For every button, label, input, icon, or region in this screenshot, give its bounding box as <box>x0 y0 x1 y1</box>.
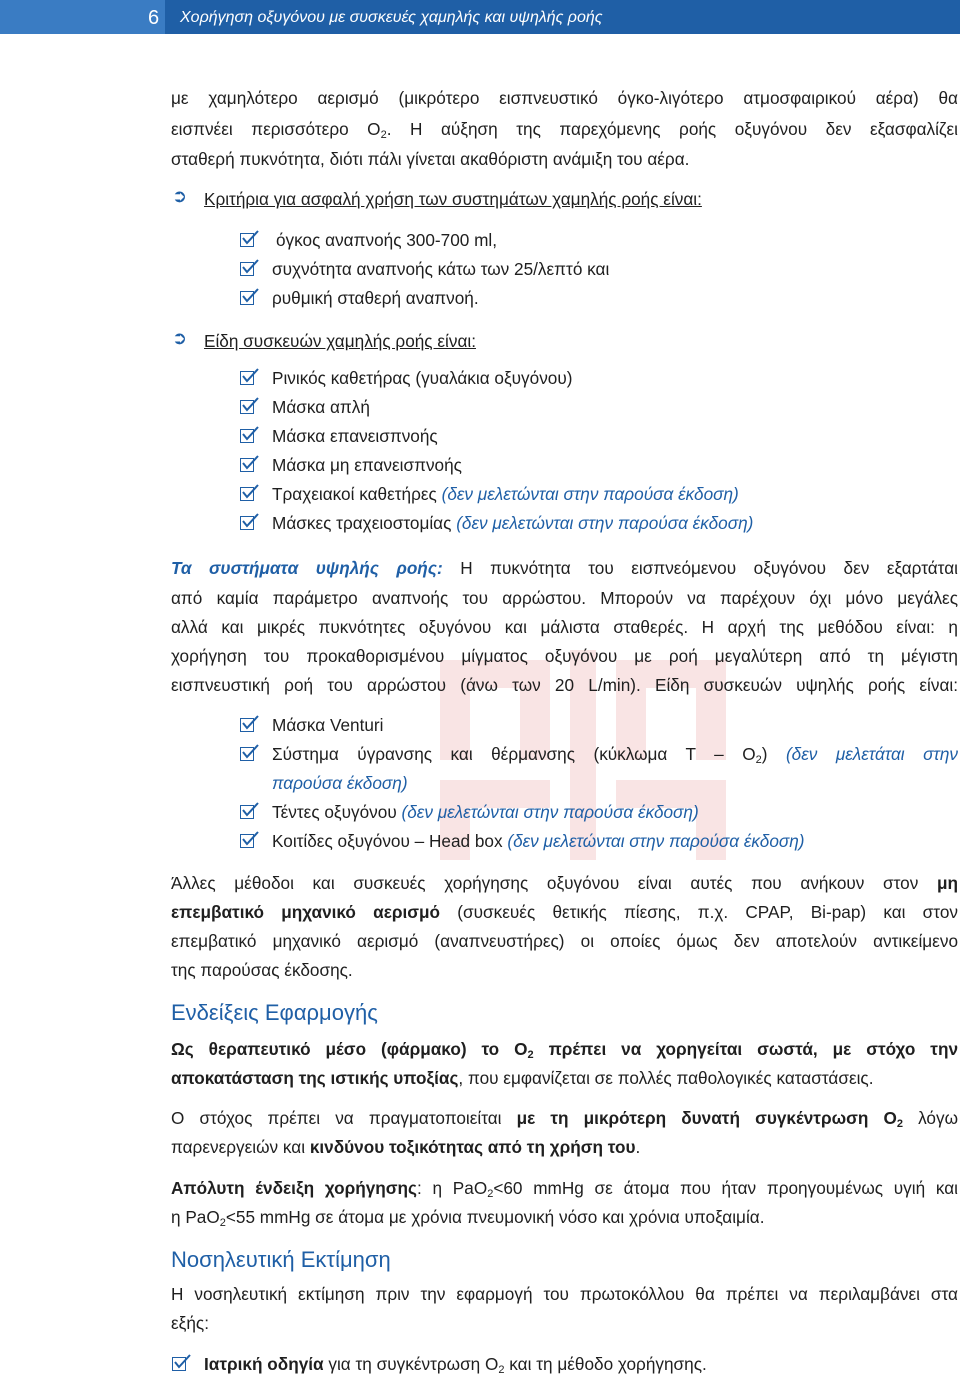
page-header <box>0 0 960 34</box>
low-flow-item: Μάσκα απλή <box>272 397 370 417</box>
high-flow-item: Κοιτίδες οξυγόνου – Head box (δεν μελετώνται στην παρούσα έκδοση) <box>272 831 805 851</box>
indications-p2-line-1: Ο στόχος πρέπει να πραγματοποιείται με τη μικρότερη δυνατή συγκέντρωση $O_2$ λόγω <box>171 1108 958 1130</box>
high-flow-item-note: παρούσα έκδοση) <box>272 773 408 793</box>
page-number: 6 <box>148 7 160 29</box>
checkbox-icon <box>240 516 254 530</box>
high-flow-line-5: εισπνευστική ροή του αρρώστου (άνω των 20 L/min). Είδη συσκευών υψηλής ροής είναι: <box>171 675 958 695</box>
low-flow-item: Ρινικός καθετήρας (γυαλάκια οξυγόνου) <box>272 368 573 388</box>
other-line-2: επεμβατικό μηχανικό αερισμό (συσκευές θετικής πίεσης, π.χ. CPAP, Bi-pap) και στον <box>171 902 958 922</box>
criteria-item: όγκος αναπνοής 300-700 ml, <box>276 230 498 250</box>
arrow-bullet-icon: ➲ <box>172 328 188 348</box>
high-flow-item: Μάσκα Venturi <box>272 715 384 735</box>
section-heading: Νοσηλευτική Εκτίμηση <box>171 1247 391 1272</box>
low-flow-item: Τραχειακοί καθετήρες (δεν μελετώνται στην παρούσα έκδοση) <box>272 484 739 504</box>
other-line-4: της παρούσας έκδοσης. <box>171 960 353 980</box>
indications-p1-line-1: Ως θεραπευτικό μέσο (φάρμακο) το $O_2$ πρέπει να χορηγείται σωστά, με στόχο την <box>171 1039 958 1061</box>
criteria-heading: Κριτήρια για ασφαλή χρήση των συστημάτων χαμηλής ροής είναι: <box>204 189 702 209</box>
indications-p1-line-2: αποκατάσταση της ιστικής υποξίας, που εμφανίζεται σε πολλές παθολογικές καταστάσεις. <box>171 1068 874 1088</box>
checkbox-icon <box>172 1357 186 1371</box>
checkbox-icon <box>240 262 254 276</box>
high-flow-line-4: χορήγηση του προκαθορισμένου μίγματος οξυγόνου με ροή μεγαλύτερη από τη μέγιστη <box>171 646 958 666</box>
low-flow-item: Μάσκα επανεισπνοής <box>272 426 438 446</box>
other-line-3: επεμβατικό μηχανικό αερισμό (αναπνευστήρες) οι οποίες όμως δεν αποτελούν αντικείμενο <box>171 931 958 951</box>
criteria-item: συχνότητα αναπνοής κάτω των 25/λεπτό και <box>272 259 610 279</box>
high-flow-line-3: αλλά και μικρές πυκνότητες οξυγόνου και μάλιστα σταθερές. Η αρχή της μεθόδου είναι: η <box>171 617 958 637</box>
nursing-item: Ιατρική οδηγία για τη συγκέντρωση $O_2$ και τη μέθοδο χορήγησης. <box>204 1354 707 1376</box>
high-flow-line-2: από καμία παράμετρο αναπνοής του αρρώστου. Μπορούν να παρέχουν όχι μόνο μεγάλες <box>171 588 958 608</box>
section-heading: Ενδείξεις Εφαρμογής <box>171 1000 378 1025</box>
running-title: Χορήγηση οξυγόνου με συσκευές χαμηλής και υψηλής ροής <box>180 9 603 26</box>
high-flow-item: Τέντες οξυγόνου (δεν μελετώνται στην παρούσα έκδοση) <box>272 802 699 822</box>
nursing-line-1: Η νοσηλευτική εκτίμηση πριν την εφαρμογή του πρωτοκόλλου θα πρέπει να περιλαμβάνει στα <box>171 1284 958 1304</box>
intro-line-2: εισπνέει περισσότερο $O_2$. Η αύξηση της παρεχόμενης ροής οξυγόνου δεν εξασφαλίζει <box>171 119 958 141</box>
nursing-line-2: εξής: <box>171 1313 209 1333</box>
checkbox-icon <box>240 487 254 501</box>
indications-p2-line-2: παρενεργειών και κινδύνου τοξικότητας από τη χρήση του. <box>171 1137 641 1157</box>
low-flow-item: Μάσκα μη επανεισπνοής <box>272 455 462 475</box>
low-flow-item: Μάσκες τραχειοστομίας (δεν μελετώνται στην παρούσα έκδοση) <box>272 513 754 533</box>
checkbox-icon <box>240 747 254 761</box>
checkbox-icon <box>240 371 254 385</box>
intro-line-3: σταθερή πυκνότητα, διότι πάλι γίνεται ακαθόριστη ανάμιξη του αέρα. <box>171 149 690 169</box>
low-flow-heading: Είδη συσκευών χαμηλής ροής είναι: <box>204 331 476 351</box>
checkbox-icon <box>240 718 254 732</box>
arrow-bullet-icon: ➲ <box>172 186 188 206</box>
indications-p3-line-1: Απόλυτη ένδειξη χορήγησης: η PaO$_2$<60 mmHg σε άτομα που ήταν προηγουμένως υγιή και <box>171 1178 959 1200</box>
checkbox-icon <box>240 400 254 414</box>
other-line-1: Άλλες μέθοδοι και συσκευές χορήγησης οξυγόνου είναι αυτές που ανήκουν στον μη <box>171 873 958 893</box>
high-flow-item: Σύστημα ύγρανσης και θέρμανσης (κύκλωμα Τ – $O_2$) (δεν μελετάται στην <box>272 744 959 766</box>
checkbox-icon <box>240 291 254 305</box>
checkbox-icon <box>240 805 254 819</box>
indications-p3-line-2: η PaO$_2$<55 mmHg σε άτομα με χρόνια πνευμονική νόσο και χρόνια υποξαιμία. <box>171 1207 765 1229</box>
checkbox-icon <box>240 834 254 848</box>
page-number-box <box>0 0 165 34</box>
criteria-item: ρυθμική σταθερή αναπνοή. <box>272 288 479 308</box>
checkbox-icon <box>240 429 254 443</box>
high-flow-line-1: Τα συστήματα υψηλής ροής: Η πυκνότητα του εισπνεόμενου οξυγόνου δεν εξαρτάται <box>171 558 958 578</box>
checkbox-icon <box>240 233 254 247</box>
checkbox-icon <box>240 458 254 472</box>
intro-line-1: με χαμηλότερο αερισμό (μικρότερο εισπνευστικό όγκο-λιγότερο ατμοσφαιρικού αέρα) θα <box>171 88 958 108</box>
